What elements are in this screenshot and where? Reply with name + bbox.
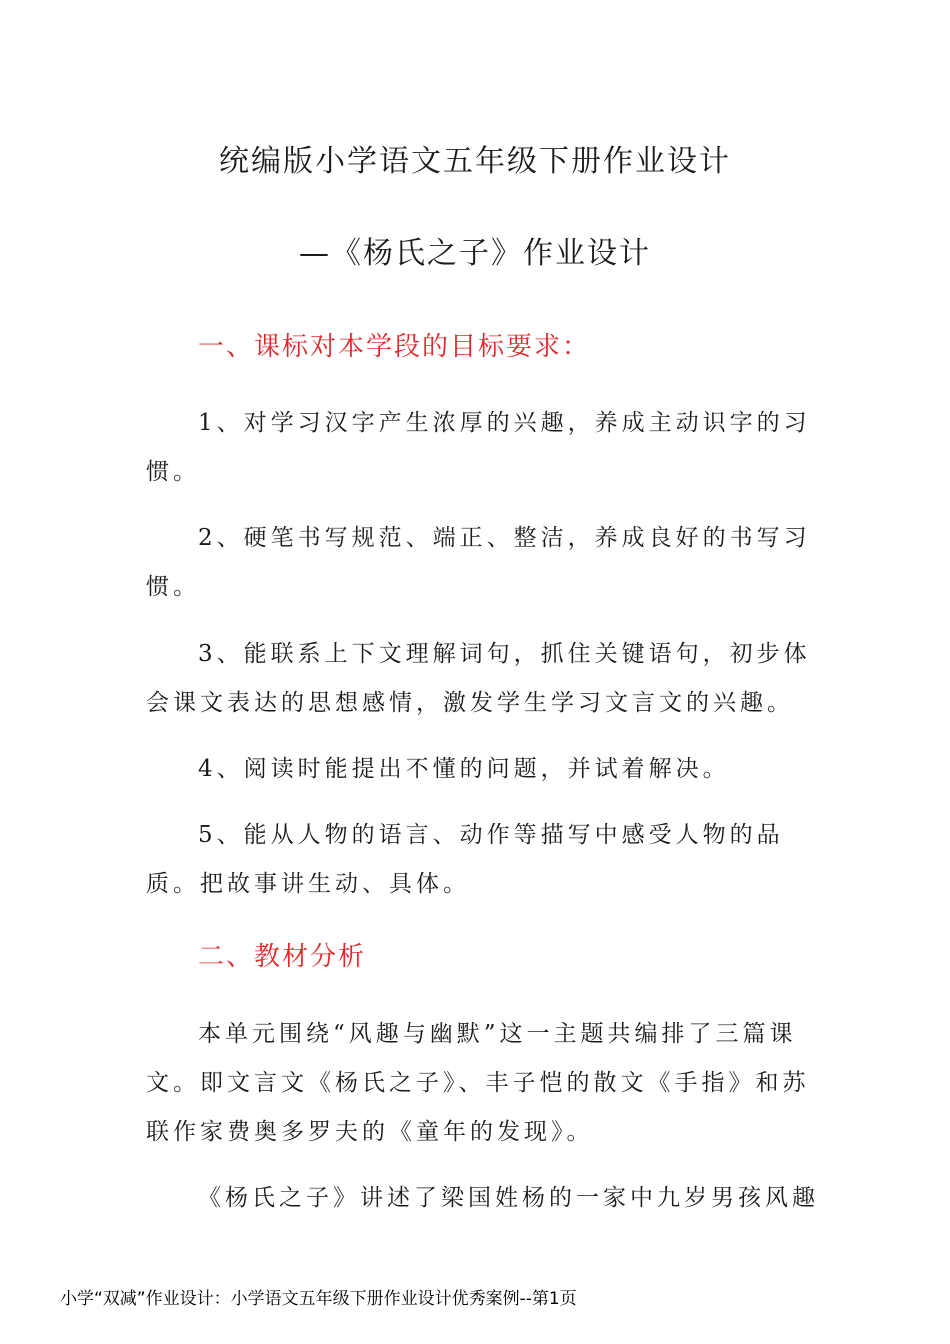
section-heading-goals: 一、课标对本学段的目标要求： [198,332,591,362]
goal-item-5: 5、能从人物的语言、动作等描写中感受人物的品质。把故事讲生动、具体。 [146,822,784,897]
document-subtitle: —《杨氏之子》作业设计 [299,236,651,271]
analysis-paragraph-2: 《杨氏之子》讲述了梁国姓杨的一家中九岁男孩风趣 [198,1185,819,1211]
goal-item-2: 2、硬笔书写规范、端正、整洁，养成良好的书写习惯。 [146,525,811,600]
goal-item-1: 1、对学习汉字产生浓厚的兴趣，养成主动识字的习惯。 [146,410,811,485]
document-title: 统编版小学语文五年级下册作业设计 [219,144,731,179]
page-footer: 小学“双减”作业设计：小学语文五年级下册作业设计优秀案例--第1页 [60,1289,577,1309]
goal-item-3: 3、能联系上下文理解词句，抓住关键语句，初步体会课文表达的思想感情，激发学生学习文言文的兴趣。 [146,641,811,716]
goal-item-4: 4、阅读时能提出不懂的问题，并试着解决。 [198,756,730,782]
analysis-paragraph-1: 本单元围绕“风趣与幽默”这一主题共编排了三篇课文。即文言文《杨氏之子》、丰子恺的散文《手指》和苏联作家费奥多罗夫的《童年的发现》。 [146,1021,810,1145]
section-heading-analysis: 二、教材分析 [198,942,367,972]
